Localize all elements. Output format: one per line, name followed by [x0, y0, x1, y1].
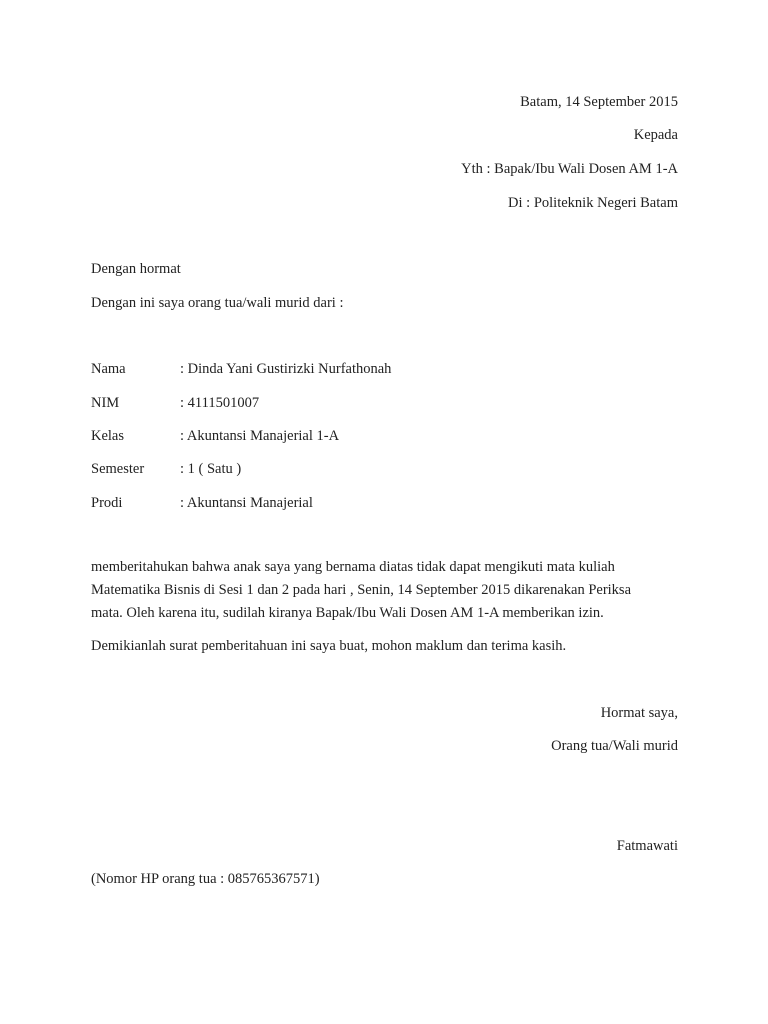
- student-nim-label: NIM: [91, 395, 120, 411]
- signer-role: Orang tua/Wali murid: [551, 738, 678, 754]
- addressee-heading: Kepada: [633, 127, 678, 143]
- student-name-value: : Dinda Yani Gustirizki Nurfathonah: [180, 361, 392, 377]
- closing-text: Demikianlah surat pemberitahuan ini saya buat, mohon maklum dan terima kasih.: [91, 638, 567, 654]
- student-program-label: Prodi: [91, 495, 123, 511]
- phone-note: (Nomor HP orang tua : 085765367571): [91, 871, 320, 887]
- body-paragraph: [91, 556, 681, 625]
- student-class-label: Kelas: [91, 428, 125, 444]
- body-line: Matematika Bisnis di Sesi 1 dan 2 pada hari , Senin, 14 September 2015 dikarenakan Periksa: [91, 582, 632, 598]
- student-class-value: : Akuntansi Manajerial 1-A: [180, 428, 340, 444]
- recipient: Yth : Bapak/Ibu Wali Dosen AM 1-A: [461, 161, 678, 177]
- place-date: Batam, 14 September 2015: [520, 94, 678, 110]
- body-line: memberitahukan bahwa anak saya yang bernama diatas tidak dapat mengikuti mata kuliah: [91, 559, 615, 575]
- body-line: mata. Oleh karena itu, sudilah kiranya Bapak/Ibu Wali Dosen AM 1-A memberikan izin.: [91, 605, 604, 621]
- greeting: Dengan hormat: [91, 261, 181, 277]
- student-semester-label: Semester: [91, 461, 145, 477]
- recipient-location: Di : Politeknik Negeri Batam: [508, 195, 678, 211]
- student-program-value: : Akuntansi Manajerial: [180, 495, 313, 511]
- intro-text: Dengan ini saya orang tua/wali murid dari :: [91, 295, 344, 311]
- signer-name: Fatmawati: [616, 838, 678, 854]
- regards: Hormat saya,: [600, 705, 678, 721]
- student-name-label: Nama: [91, 361, 126, 377]
- student-semester-value: : 1 ( Satu ): [180, 461, 242, 477]
- student-nim-value: : 4111501007: [180, 395, 260, 411]
